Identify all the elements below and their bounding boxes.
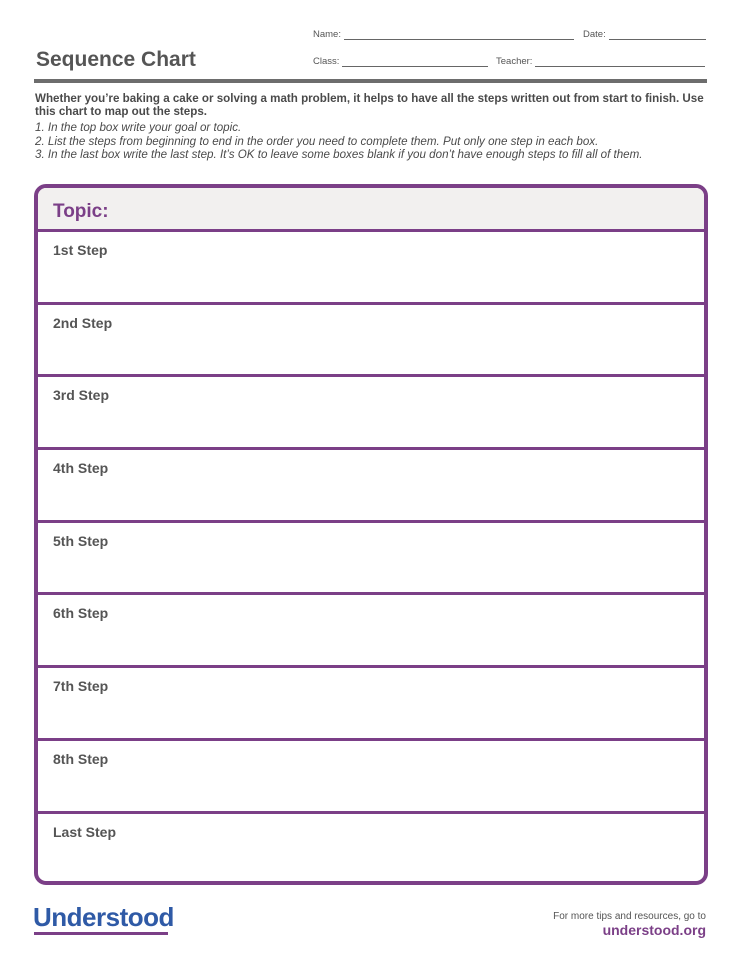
teacher-field[interactable] — [496, 56, 705, 67]
footer-url-link[interactable]: understood.org — [602, 922, 706, 938]
topic-box[interactable] — [38, 188, 704, 232]
teacher-line[interactable] — [535, 57, 705, 67]
understood-logo: Understood — [33, 902, 174, 932]
step-label: 7th Step — [53, 678, 109, 695]
name-label: Name: — [313, 29, 341, 40]
instruction-item: 1. In the top box write your goal or topic. — [35, 121, 242, 134]
step-box-last[interactable] — [38, 814, 704, 886]
name-line[interactable] — [344, 30, 574, 40]
class-label: Class: — [313, 56, 340, 67]
instruction-item: 3. In the last box write the last step. It’s OK to leave some boxes blank if you don’t have enough steps to fill all of them. — [35, 148, 643, 161]
date-field[interactable] — [583, 29, 706, 40]
step-label: 1st Step — [53, 242, 108, 258]
footer-note: For more tips and resources, go to — [553, 911, 706, 922]
logo-underline — [34, 932, 168, 935]
step-box-7[interactable] — [38, 668, 704, 741]
step-label: 2nd Step — [53, 314, 113, 331]
step-label: 3rd Step — [53, 387, 110, 404]
intro-text — [35, 92, 710, 162]
step-box-5[interactable] — [38, 523, 704, 596]
step-label: Last Step — [53, 823, 117, 840]
intro-lead: Whether you’re baking a cake or solving a math problem, it helps to have all the steps written out from start to finish. Use this chart to map out the steps. — [35, 92, 704, 118]
sequence-chart — [34, 184, 708, 885]
step-box-3[interactable] — [38, 377, 704, 450]
step-box-8[interactable] — [38, 741, 704, 814]
step-box-1[interactable] — [38, 232, 704, 305]
page-title: Sequence Chart — [36, 48, 196, 71]
step-box-4[interactable] — [38, 450, 704, 523]
step-box-6[interactable] — [38, 595, 704, 668]
step-label: 5th Step — [53, 532, 109, 549]
name-field[interactable] — [313, 29, 574, 40]
date-line[interactable] — [609, 30, 706, 40]
topic-label: Topic: — [53, 201, 109, 222]
class-field[interactable] — [313, 56, 488, 67]
instruction-item: 2. List the steps from beginning to end in the order you need to complete them. Put only one step in each box. — [35, 134, 599, 148]
date-label: Date: — [583, 29, 606, 40]
teacher-label: Teacher: — [496, 56, 533, 67]
header-divider — [34, 79, 707, 83]
step-label: 6th Step — [53, 605, 109, 622]
worksheet-header — [34, 26, 707, 84]
class-line[interactable] — [342, 57, 488, 67]
step-label: 4th Step — [53, 460, 109, 477]
step-label: 8th Step — [53, 750, 109, 767]
instruction-list — [35, 121, 710, 162]
step-box-2[interactable] — [38, 305, 704, 378]
